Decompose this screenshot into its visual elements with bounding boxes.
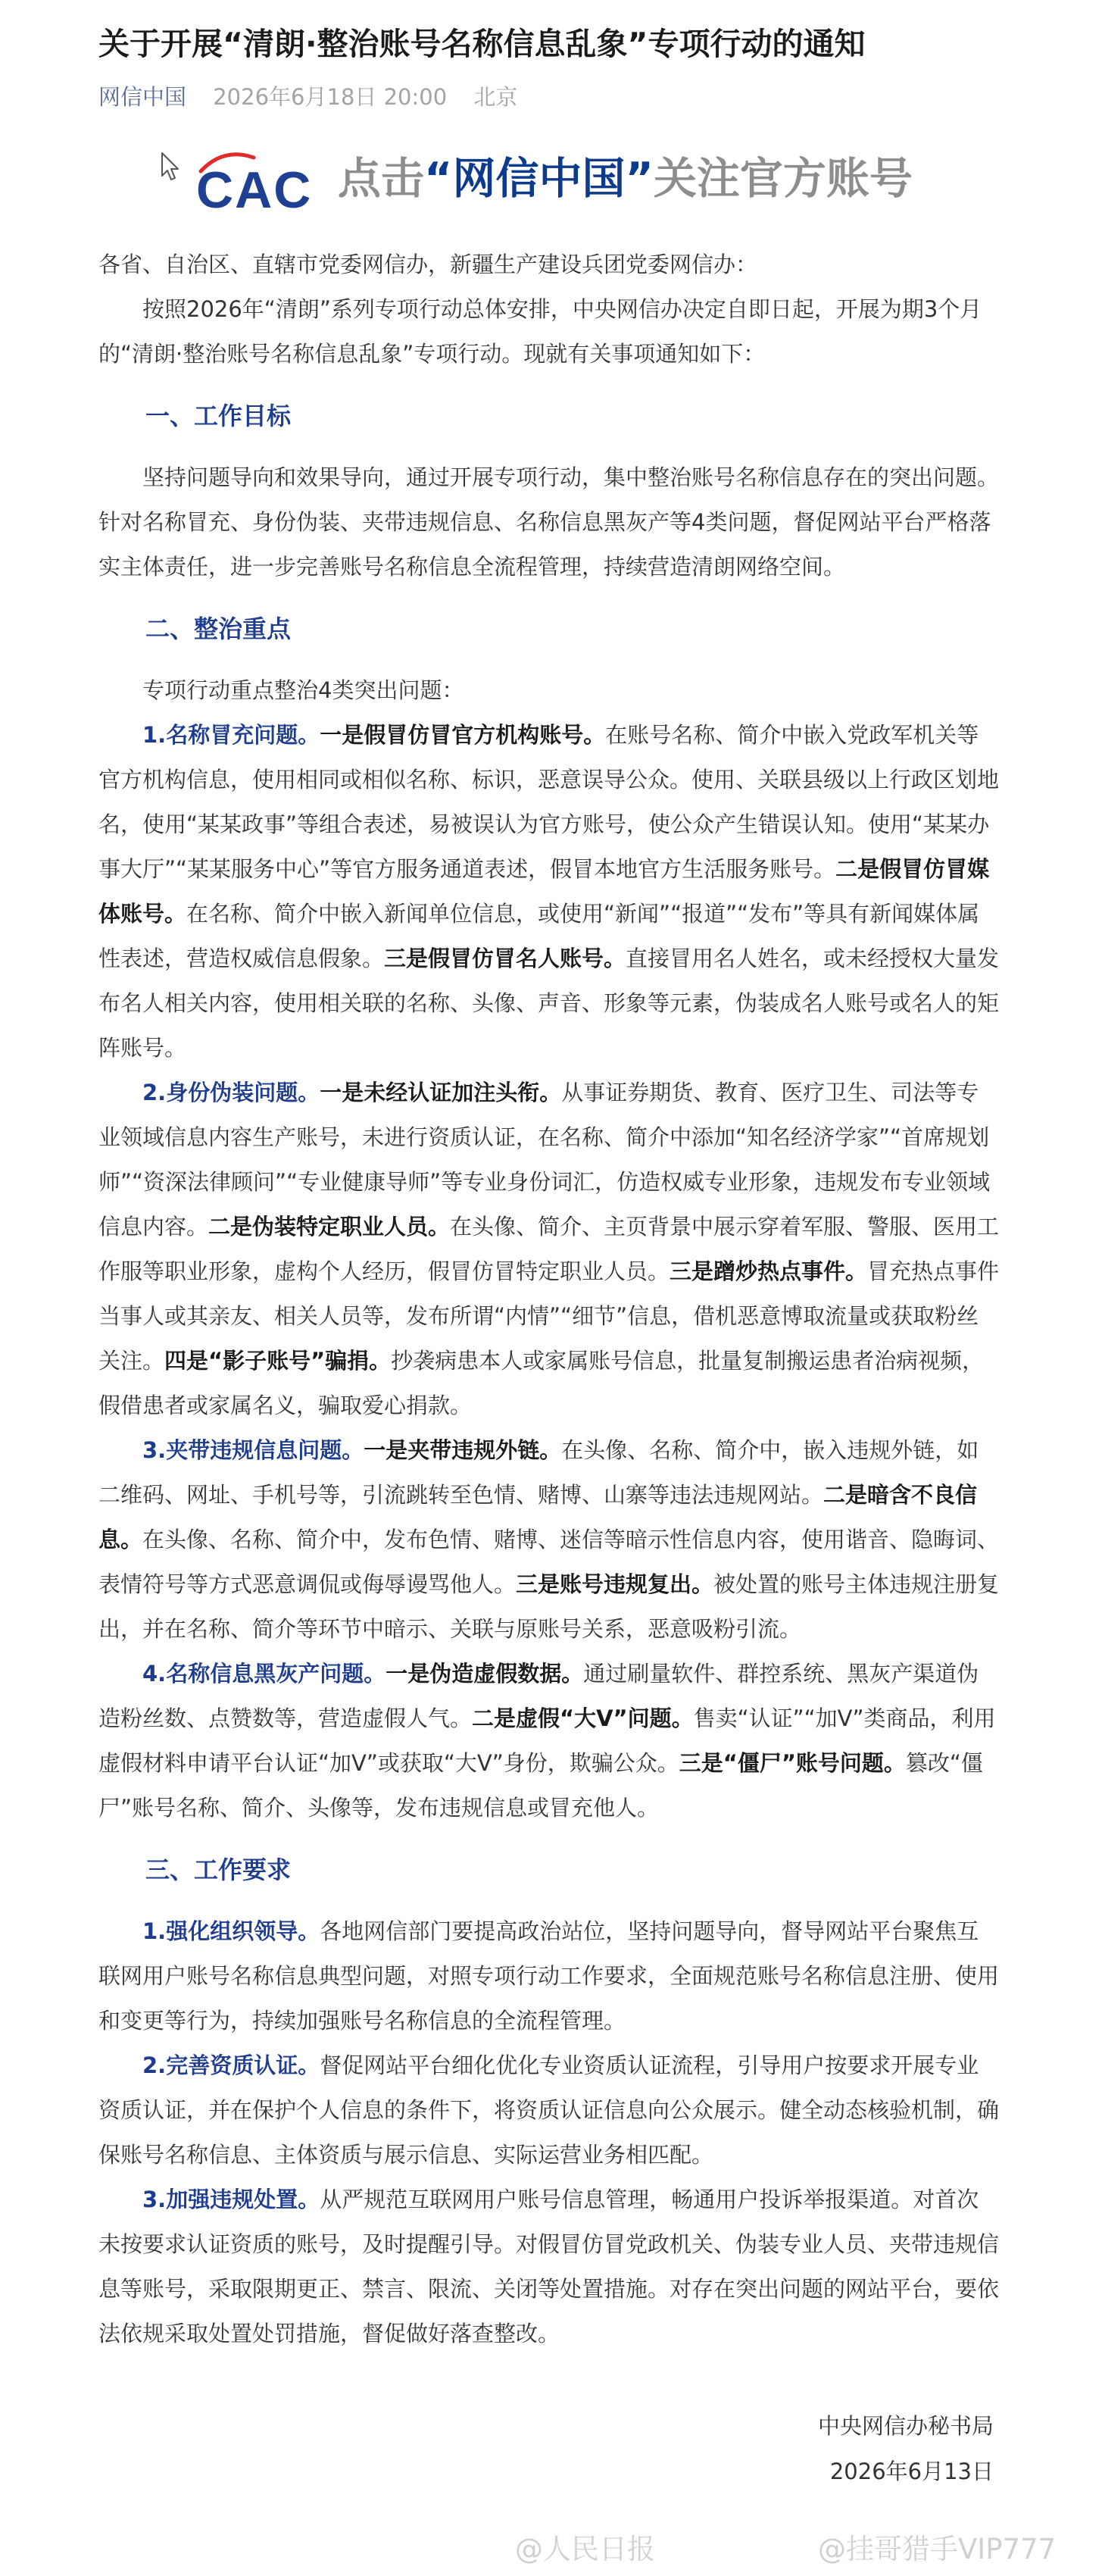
problem-3-point-2: 二是暗含不良信息。 bbox=[98, 1482, 978, 1552]
signature-org: 中央网信办秘书局 bbox=[817, 2413, 994, 2439]
problem-2-text-1: 从事证券期货、教育、医疗卫生、司法等专业领域信息内容生产账号，未进行资质认证，在名称、简介中添加“知名经济学家”“首席规划师”“资深法律顾问”“专业健康导师”等专业身份词汇，仿造权威专业形象，违规发布专业领域信息内容。 bbox=[98, 1080, 991, 1240]
problem-2-text-4: 抄袭病患本人或家属账号信息，批量复制搬运患者治病视频，假借患者或家属名义，骗取爱心捐款。 bbox=[98, 1348, 985, 1418]
problem-3-text-2: 在头像、名称、简介中，发布色情、赌博、迷信等暗示性信息内容，使用谐音、隐晦词、表情符号等方式恶意调侃或侮辱谩骂他人。 bbox=[98, 1527, 1000, 1597]
article-body bbox=[98, 242, 1000, 2356]
problem-4-text-1: 通过刷量软件、群控系统、黑灰产渠道伪造粉丝数、点赞数等，营造虚假人气。 bbox=[98, 1661, 979, 1731]
problem-3-label: 3.夹带违规信息问题。 bbox=[142, 1437, 364, 1463]
signature-block bbox=[818, 2403, 994, 2494]
intro-paragraph: 按照2026年“清朗”系列专项行动总体安排，中央网信办决定自即日起，开展为期3个月的“清朗·整治账号名称信息乱象”专项行动。现就有关事项通知如下： bbox=[98, 296, 982, 367]
problem-1-label: 1.名称冒充问题。 bbox=[142, 722, 320, 748]
goals-paragraph: 坚持问题导向和效果导向，通过开展专项行动，集中整治账号名称信息存在的突出问题。针对名称冒充、身份伪装、夹带违规信息、名称信息黑灰产等4类问题，督促网站平台严格落实主体责任，进一步完善账号名称信息全流程管理，持续营造清朗网络空间。 bbox=[98, 464, 1000, 580]
requirement-1-paragraph bbox=[98, 1909, 1000, 2043]
cac-logo-icon bbox=[193, 142, 326, 218]
focus-intro: 专项行动重点整治4类突出问题： bbox=[142, 677, 464, 703]
problem-4-point-1: 一是伪造虚假数据。 bbox=[386, 1661, 584, 1687]
problem-4-text-3: 篡改“僵尸”账号名称、简介、头像等，发布违规信息或冒充他人。 bbox=[98, 1750, 983, 1821]
problem-3-text-1: 在头像、名称、简介中，嵌入违规外链，如二维码、网址、手机号等，引流跳转至色情、赌博、山寨等违法违规网站。 bbox=[98, 1437, 979, 1508]
problem-4-point-3: 三是“僵尸”账号问题。 bbox=[679, 1750, 906, 1776]
problem-1-text-3: 直接冒用名人姓名，或未经授权大量发布名人相关内容，使用相关联的名称、头像、声音、形象等元素，伪装成名人账号或名人的矩阵账号。 bbox=[98, 946, 1000, 1061]
requirement-3-text: 从严规范互联网用户账号信息管理，畅通用户投诉举报渠道。对首次未按要求认证资质的账号，及时提醒引导。对假冒仿冒党政机关、伪装专业人员、夹带违规信息等账号，采取限期更正、禁言、限流、关闭等处置措施。对存在突出问题的网站平台，要依法依规采取处置处罚措施，督促做好落查整改。 bbox=[98, 2187, 1000, 2346]
requirement-2-label: 2.完善资质认证。 bbox=[142, 2052, 320, 2078]
requirement-1-label: 1.强化组织领导。 bbox=[142, 1918, 320, 1944]
problem-4-point-2: 二是虚假“大V”问题。 bbox=[472, 1705, 694, 1731]
problem-4-label: 4.名称信息黑灰产问题。 bbox=[142, 1661, 386, 1687]
problem-1-point-1: 一是假冒仿冒官方机构账号。 bbox=[320, 722, 606, 748]
source-account-link[interactable]: 网信中国 bbox=[98, 84, 187, 110]
article-title: 关于开展“清朗·整治账号名称信息乱象”专项行动的通知 bbox=[98, 26, 866, 62]
problem-3-point-1: 一是夹带违规外链。 bbox=[364, 1437, 562, 1463]
watermark-user: @挂哥猎手VIP777 bbox=[818, 2533, 1057, 2565]
problem-1-paragraph bbox=[98, 713, 1000, 1071]
problem-3-text-3: 被处置的账号主体违规注册复出，并在名称、简介等环节中暗示、关联与原账号关系，恶意吸粉引流。 bbox=[98, 1571, 1000, 1642]
problem-4-paragraph bbox=[98, 1652, 1000, 1830]
salutation: 各省、自治区、直辖市党委网信办，新疆生产建设兵团党委网信办： bbox=[98, 252, 758, 277]
problem-1-text-1: 在账号名称、简介中嵌入党政军机关等官方机构信息，使用相同或相似名称、标识，恶意误导公众。使用、关联县级以上行政区划地名，使用“某某政事”等组合表述，易被误认为官方账号，使公众产生错误认知。使用“某某办事大厅”“某某服务中心”等官方服务通道表述，假冒本地官方生活服务账号。 bbox=[98, 722, 1000, 882]
banner-prefix: 点击 bbox=[338, 154, 424, 204]
mouse-cursor-icon bbox=[161, 152, 180, 182]
problem-3-point-3: 三是账号违规复出。 bbox=[516, 1571, 714, 1597]
svg-text:CAC: CAC bbox=[196, 161, 313, 218]
problem-2-text-2: 在头像、简介、主页背景中展示穿着军服、警服、医用工作服等职业形象，虚构个人经历，假冒仿冒特定职业人员。 bbox=[98, 1214, 1000, 1284]
requirement-3-paragraph bbox=[98, 2177, 1000, 2356]
problem-1-point-2: 二是假冒仿冒媒体账号。 bbox=[98, 856, 990, 927]
watermark-people-daily: @人民日报 bbox=[515, 2533, 655, 2565]
requirement-2-text: 督促网站平台细化优化专业资质认证流程，引导用户按要求开展专业资质认证，并在保护个人信息的条件下，将资质认证信息向公众展示。健全动态核验机制，确保账号名称信息、主体资质与展示信息、实际运营业务相匹配。 bbox=[98, 2052, 1000, 2168]
problem-1-point-3: 三是假冒仿冒名人账号。 bbox=[384, 946, 626, 971]
problem-3-paragraph bbox=[98, 1428, 1000, 1652]
problem-2-point-2: 二是伪装特定职业人员。 bbox=[208, 1214, 451, 1240]
problem-2-text-3: 冒充热点事件当事人或其亲友、相关人员等，发布所谓“内情”“细节”信息，借机恶意博取流量或获取粉丝关注。 bbox=[98, 1258, 1000, 1374]
requirement-3-label: 3.加强违规处置。 bbox=[142, 2187, 320, 2212]
problem-2-point-3: 三是蹭炒热点事件。 bbox=[670, 1258, 868, 1284]
requirement-2-paragraph bbox=[98, 2043, 1000, 2177]
requirement-1-text: 各地网信部门要提高政治站位，坚持问题导向，督导网站平台聚焦互联网用户账号名称信息典型问题，对照专项行动工作要求，全面规范账号名称信息注册、使用和变更等行为，持续加强账号名称信息的全流程管理。 bbox=[98, 1918, 1000, 2034]
section-heading-goals: 一、工作目标 bbox=[145, 402, 292, 430]
problem-4-text-2: 售卖“认证”“加V”类商品，利用虚假材料申请平台认证“加V”或获取“大V”身份，欺骗公众。 bbox=[98, 1705, 996, 1776]
article-meta bbox=[98, 82, 517, 112]
problem-2-label: 2.身份伪装问题。 bbox=[142, 1080, 320, 1105]
problem-2-paragraph bbox=[98, 1071, 1000, 1428]
signature-date: 2026年6月13日 bbox=[829, 2459, 994, 2484]
section-heading-focus: 二、整治重点 bbox=[145, 614, 292, 643]
problem-1-text-2: 在名称、简介中嵌入新闻单位信息，或使用“新闻”“报道”“发布”等具有新闻媒体属性表述，营造权威信息假象。 bbox=[98, 901, 980, 971]
publish-date: 2026年6月18日 20:00 bbox=[213, 84, 448, 110]
banner-account-name: “网信中国” bbox=[424, 154, 654, 204]
problem-2-point-1: 一是未经认证加注头衔。 bbox=[320, 1080, 562, 1105]
publish-location: 北京 bbox=[473, 84, 518, 110]
banner-suffix: 关注官方账号 bbox=[653, 154, 913, 204]
section-heading-requirements: 三、工作要求 bbox=[145, 1855, 292, 1884]
follow-banner-text[interactable] bbox=[338, 148, 913, 209]
problem-2-point-4: 四是“影子账号”骗捐。 bbox=[164, 1348, 392, 1374]
